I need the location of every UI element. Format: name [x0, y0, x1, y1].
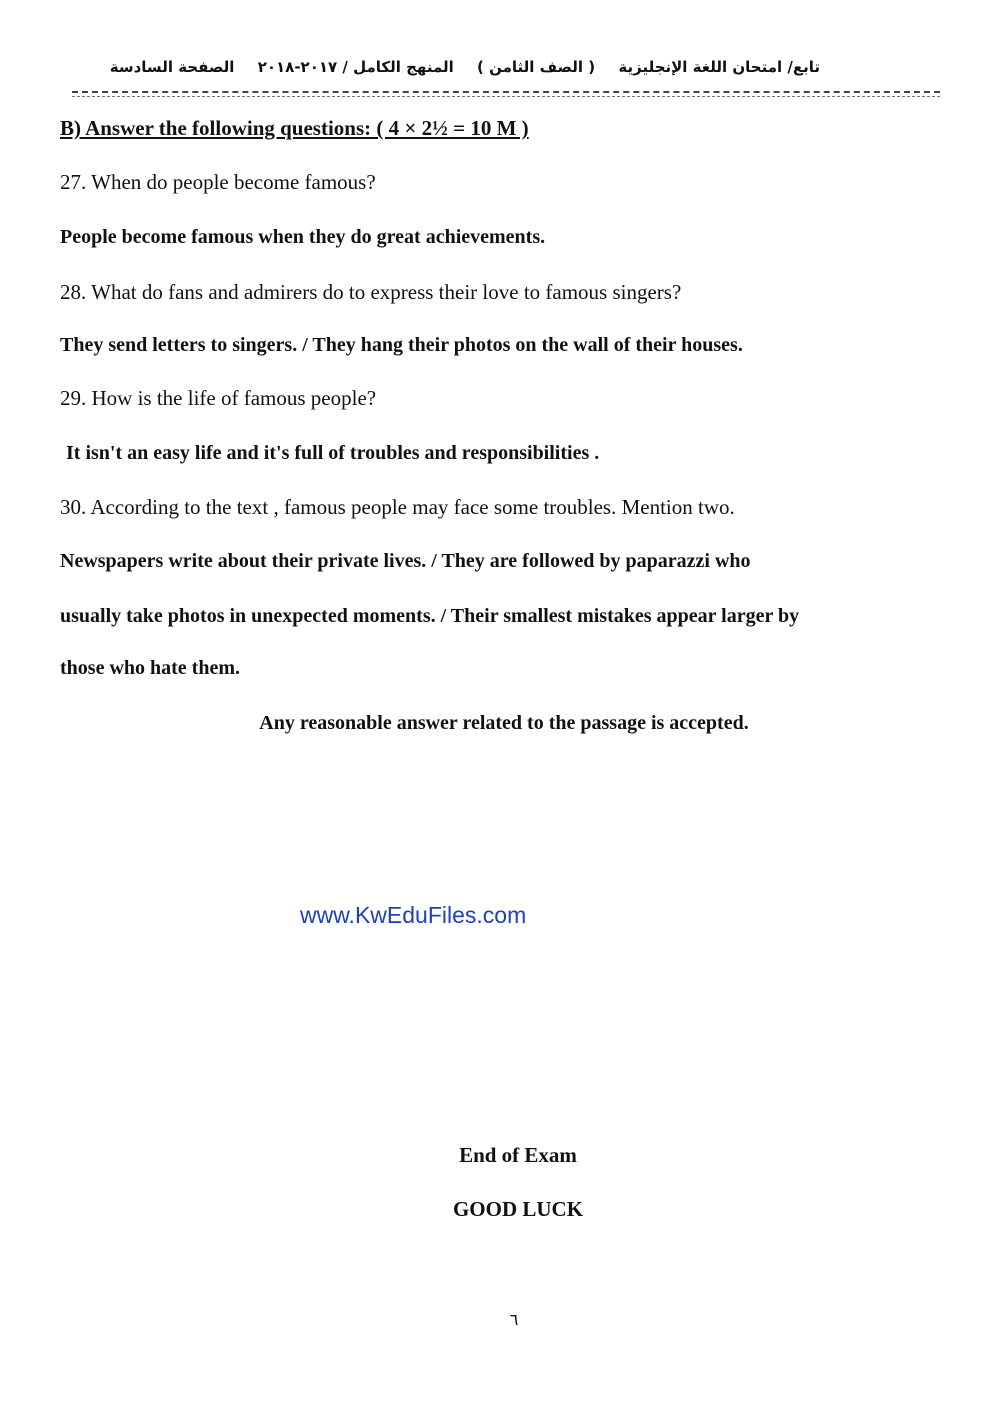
section-title: B) Answer the following questions: ( 4 × 2½ = 10 M ) — [60, 116, 529, 140]
website-link[interactable]: www.KwEduFiles.com — [300, 902, 527, 928]
answer-30-line-3: those who hate them. — [60, 657, 240, 679]
question-30: 30. According to the text , famous people may face some troubles. Mention two. — [60, 495, 735, 519]
answer-30-line-1: Newspapers write about their private lives. / They are followed by paparazzi who — [60, 550, 751, 572]
answer-30-line-2: usually take photos in unexpected moments. / Their smallest mistakes appear larger by — [60, 605, 800, 627]
answer-27: People become famous when they do great achievements. — [60, 226, 546, 248]
answer-28: They send letters to singers. / They hang their photos on the wall of their houses. — [60, 334, 743, 356]
header-page-label: الصفحة السادسة — [109, 58, 235, 76]
answer-29: It isn't an easy life and it's full of troubles and responsibilities . — [66, 442, 600, 464]
page-number: ٦ — [509, 1310, 519, 1329]
exam-header — [92, 58, 820, 76]
grading-note: Any reasonable answer related to the passage is accepted. — [259, 712, 749, 734]
end-of-exam: End of Exam — [459, 1143, 577, 1167]
question-29: 29. How is the life of famous people? — [60, 386, 377, 410]
good-luck: GOOD LUCK — [452, 1197, 584, 1221]
header-grade: ( الصف الثامن ) — [477, 58, 596, 76]
header-curriculum-year: المنهج الكامل / ٢٠١٧-٢٠١٨ — [257, 58, 454, 76]
header-divider-secondary — [72, 96, 940, 97]
header-exam-title: تابع/ امتحان اللغة الإنجليزية — [618, 58, 820, 76]
question-27: 27. When do people become famous? — [60, 170, 376, 194]
header-divider — [72, 91, 940, 93]
question-28: 28. What do fans and admirers do to express their love to famous singers? — [60, 280, 682, 304]
